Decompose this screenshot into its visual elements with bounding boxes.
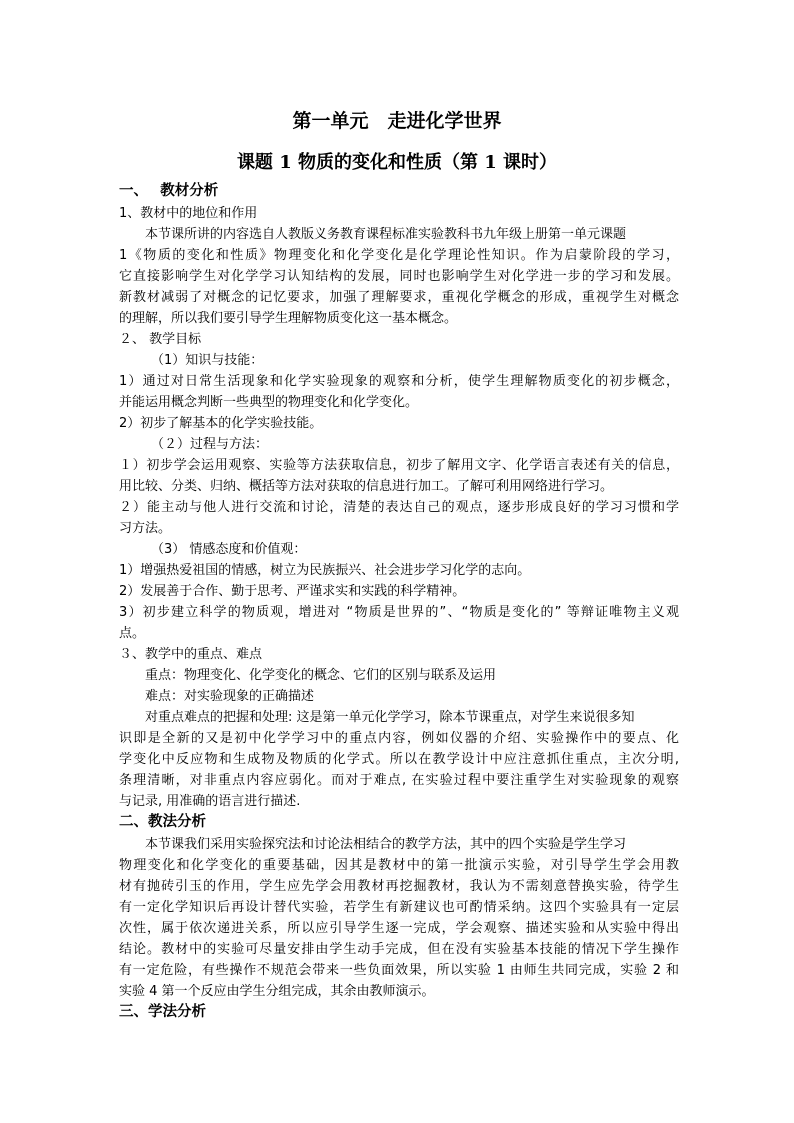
goal-3-heading: （3） 情感态度和价值观：: [151, 542, 307, 557]
paragraph-line: 条理清晰，对非重点内容应弱化。而对于难点, 在实验过程中要注重学生对实验现象的观察: [119, 773, 679, 788]
paragraph-line: 实验 4 第一个反应由学生分组完成，其余由教师演示。: [119, 984, 435, 999]
subsection-1-2-heading: ２、 教学目标: [119, 332, 202, 347]
subsection-1-1-heading: 1、教材中的地位和作用: [119, 206, 258, 221]
paragraph-line: 对重点难点的把握和处理: 这是第一单元化学学习，除本节课重点，对学生来说很多知: [145, 710, 635, 725]
key-point: 重点：物理变化、化学变化的概念、它们的区别与联系及运用: [145, 668, 497, 683]
paragraph-line: 材有抛砖引玉的作用，学生应先学会用教材再挖掘教材，我认为不需刻意替换实验，待学生: [119, 879, 679, 894]
paragraph-line: 1《物质的变化和性质》物理变化和化学变化是化学理论性知识。作为启蒙阶段的学习，: [119, 248, 679, 263]
paragraph-line: 的理解，所以我们要引导学生理解物质变化这一基本概念。: [119, 311, 458, 326]
paragraph-line: 有一定化学知识后再设计替代实验，若学生有新建议也可酌情采纳。这四个实验具有一定层: [119, 900, 679, 915]
lesson-title: 课题 1 物质的变化和性质（第 1 课时）: [236, 152, 558, 173]
paragraph-line: 结论。教材中的实验可尽量安排由学生动手完成，但在没有实验基本技能的情况下学生操作: [119, 942, 679, 957]
paragraph-line: １）初步学会运用观察、实验等方法获取信息，初步了解用文字、化学语言表述有关的信息，: [119, 458, 679, 473]
paragraph-line: 与记录, 用准确的语言进行描述.: [119, 794, 301, 809]
section-2-heading: 二、教法分析: [119, 813, 206, 830]
paragraph-line: 点。: [119, 626, 146, 641]
paragraph-line: 有一定危险，有些操作不规范会带来一些负面效果，所以实验 1 由师生共同完成，实验 2 和: [119, 963, 679, 978]
unit-title: 第一单元 走进化学世界: [292, 110, 502, 132]
paragraph-line: 它直接影响学生对化学学习认知结构的发展，同时也影响学生对化学进一步的学习和发展。: [119, 269, 679, 284]
paragraph-line: 并能运用概念判断一些典型的物理变化和化学变化。: [119, 395, 419, 410]
paragraph-line: 2）初步了解基本的化学实验技能。: [119, 416, 323, 431]
paragraph-line: 1）通过对日常生活现象和化学实验现象的观察和分析，使学生理解物质变化的初步概念，: [119, 374, 679, 389]
goal-2-heading: （２）过程与方法：: [151, 437, 269, 452]
paragraph-line: 1）增强热爱祖国的情感，树立为民族振兴、社会进步学习化学的志向。: [119, 563, 531, 578]
paragraph-line: 新教材减弱了对概念的记忆要求，加强了理解要求，重视化学概念的形成，重视学生对概念: [119, 290, 679, 305]
paragraph-line: 本节课所讲的内容选自人教版义务教育课程标准实验教科书九年级上册第一单元课题: [145, 227, 627, 242]
paragraph-line: 学变化中反应物和生成物及物质的化学式。所以在教学设计中应注意抓住重点，主次分明,: [119, 752, 679, 767]
paragraph-line: ２）能主动与他人进行交流和讨论，清楚的表达自己的观点，逐步形成良好的学习习惯和学: [119, 500, 679, 515]
section-1-heading: 一、 教材分析: [119, 182, 219, 199]
paragraph-line: 3）初步建立科学的物质观，增进对 “物质是世界的”、“物质是变化的” 等辩证唯物主义观: [119, 605, 679, 620]
paragraph-line: 识即是全新的又是初中化学学习中的重点内容，例如仪器的介绍、实验操作中的要点、化: [119, 731, 679, 746]
paragraph-line: 物理变化和化学变化的重要基础，因其是教材中的第一批演示实验，对引导学生学会用教: [119, 858, 679, 873]
paragraph-line: 2）发展善于合作、勤于思考、严谨求实和实践的科学精神。: [119, 584, 466, 599]
paragraph-line: 次性，属于依次递进关系，所以应引导学生逐一完成，学会观察、描述实验和从实验中得出: [119, 921, 679, 936]
difficult-point: 难点：对实验现象的正确描述: [145, 689, 315, 704]
goal-1-heading: （1）知识与技能：: [151, 353, 264, 368]
paragraph-line: 本节课我们采用实验探究法和讨论法相结合的教学方法，其中的四个实验是学生学习: [145, 837, 627, 852]
section-3-heading: 三、学法分析: [119, 1003, 206, 1020]
paragraph-line: 用比较、分类、归纳、概括等方法对获取的信息进行加工。了解可利用网络进行学习。: [119, 479, 614, 494]
subsection-1-3-heading: ３、教学中的重点、难点: [119, 647, 263, 662]
paragraph-line: 习方法。: [119, 521, 172, 536]
